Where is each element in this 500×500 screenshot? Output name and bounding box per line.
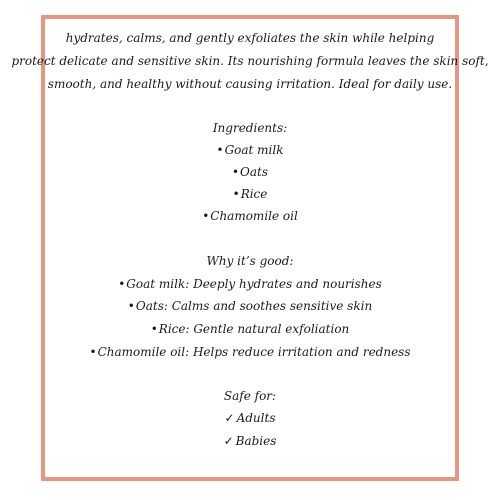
ingredient-item: • Chamomile oil — [0, 205, 500, 227]
description-line-1: hydrates, calms, and gently exfoliates the skin while helping — [65, 31, 435, 45]
safe-for-item — [0, 430, 500, 452]
checkmark-icon: ✓ — [223, 434, 234, 448]
description-line-3: smooth, and healthy without causing irritation. Ideal for daily use. — [47, 77, 453, 91]
ingredients-heading: Ingredients: — [212, 121, 288, 135]
benefit-item: • Rice: Gentle natural exfoliation — [0, 318, 500, 340]
description-line-2: protect delicate and sensitive skin. Its nourishing formula leaves the skin soft, — [11, 54, 489, 68]
safe-for-item — [0, 407, 500, 429]
safe-for-label: Adults — [236, 411, 276, 425]
benefits-heading: Why it’s good: — [206, 254, 294, 268]
benefit-item: • Goat milk: Deeply hydrates and nourishes — [0, 273, 500, 295]
safe-for-heading: Safe for: — [223, 389, 277, 403]
ingredient-item: • Oats — [0, 161, 500, 183]
ingredient-item: • Goat milk — [0, 139, 500, 161]
benefit-item: • Oats: Calms and soothes sensitive skin — [0, 295, 500, 317]
ingredient-item: • Rice — [0, 183, 500, 205]
safe-for-label: Babies — [235, 434, 277, 448]
benefit-item: • Chamomile oil: Helps reduce irritation and redness — [0, 341, 500, 363]
checkmark-icon: ✓ — [224, 411, 235, 425]
